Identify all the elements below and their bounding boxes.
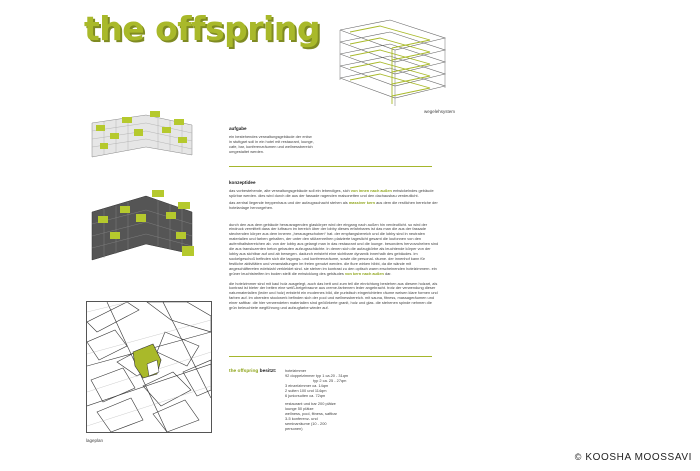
- section-konzeptidee: [229, 181, 439, 313]
- facts-line: restaurant und bar 200 plätze: [285, 401, 336, 407]
- facts-label-rest: besitzt:: [258, 369, 277, 374]
- body-text: aus dem die restlichen bereiche der hotelanlage hervorgehen.: [229, 199, 438, 210]
- body-text: dar.: [383, 270, 392, 276]
- aufgabe-line: umgestaltet werden.: [229, 148, 265, 154]
- site-plan-drawing: [87, 302, 211, 432]
- facts-line: lounge 50 plätze: [285, 406, 314, 412]
- konzept-paragraph: [229, 189, 439, 199]
- site-plan-caption: lageplan: [86, 438, 104, 443]
- copyright-symbol: ©: [574, 452, 582, 462]
- facts-line: typ 2 ca. 25 - 27qm: [285, 377, 347, 383]
- body-text: durch den aus dem gebäude herausragenden glaskörper wird der eingang nach außen hin verdeutlicht. so wird der eindruck vermittelt dass der luftraum im bereich über der lobby dieses erfahrbares ist das man die aus der fassade stechenden körper aus dem inneren „herausgeschoben“ hat. der empfangsbereich und die lobby sind in neutralen materialien und farben gehalten, der unter den stützenreihen platzierte tageslicht gesamt die loufonnen von den aufenthaltsbereichen ab. von der lobby aus gelangt man in das restaurant und die lounge. besonders hervorzuheben sind die aus transluzenten beton gebauten aufzugsschächte. in denen sich die aufzugkörbe als leuchtende körper von der lobby aus sichtbar auf und ab bewegen. dadurch entsteht eine sichtbare dynamik innerhalb des gebäudes. im sockelgeschoß befinden sich die tagungs- und konferenzräume, sowie die personal- räume. der innenhof kann für festliche aktivitäten und veranstaltungen im freien genutzt werden. die flure wirken hibbi, da die wände mit angeschäftereten edelstahl verkleidet sind. sie stehen im kontrast zu den optisch warm erscheinenden hotelzimmern. ein grüner leuchtstreifen im boden stellt die entwicklung des gebäudes: [229, 221, 439, 276]
- konzeptidee-heading: konzeptidee: [229, 180, 256, 185]
- konzept-paragraph: [229, 201, 439, 211]
- route-system-diagram: [330, 18, 455, 108]
- route-system-caption: wegelehsystem: [424, 109, 456, 114]
- building-render-bottom: [86, 184, 198, 268]
- body-text: das zentral liegende treppenhaus und der aufzugsschacht stehen als: [229, 199, 349, 205]
- facts-line: 92 doppelzimmer typ 1 ca.20 - 31qm: [285, 372, 349, 378]
- facts-line: wellness, pool, fitness, saftbar: [285, 411, 337, 417]
- page-title: the offspring: [84, 9, 320, 48]
- building-render-top: [86, 103, 198, 161]
- aufgabe-line: in stuttgart soll in ein hotel mit restaurant, lounge,: [229, 138, 314, 144]
- facts-line: 3 einzelzimmer ca. 14qm: [285, 382, 329, 388]
- facts-line: 2 suiten 100 und 114qm: [285, 387, 327, 393]
- body-text: das vorbestehende, alte verwaltungsgebäude soll ein lebendiges, sich: [229, 187, 351, 193]
- site-plan: [86, 301, 212, 433]
- highlight-text: von kern nach außen: [344, 270, 384, 276]
- aufgabe-line: ein bestehendes verwaltungsgebäude der enbw: [229, 133, 312, 139]
- facts-list: [285, 369, 375, 432]
- aufgabe-heading: aufgabe: [229, 126, 247, 131]
- body-text: die hotelzimmer sind mit kaul holz ausgelegt, auch das bett und zum teil die einrichtung bestehen aus diesem holzart, als kontrast ist bieter der beiten eine weiß-beigebraune aus creme-farbenem leder angebracht. trotz der verwendung dieser naturmaterialien (leder und holz) entsteht ein modernes bild, die puristisch eingerichteten räume weisen klare formen und farben auf. im obersten stockwerk befinden sich der pool und wellnessbereich. mit sauna, fitness, massageräumen und einer saftbar. die hier verwendeten materialien sind geölörkerte granit, holz und glas. die stehenen spinde nehmen die grün beleuchtete wegführung und aufzugfarbe wieder auf.: [229, 280, 438, 311]
- facts-line: 6 juniorsuiten ca. 72qm: [285, 392, 326, 398]
- aufgabe-line: cafe, bar, konferenzräumen und wellnessbereich: [229, 143, 313, 149]
- highlight-text: von innen nach außen: [350, 187, 392, 193]
- facts-label-project: the offspring: [229, 369, 259, 374]
- footer-credit: [575, 452, 692, 463]
- facts-label: [229, 369, 276, 374]
- divider: [229, 166, 432, 167]
- facts-line: 3-5 konferenz- und: [285, 416, 318, 422]
- body-text: entwickelndes gebäude spürbar werden. dies wird durch die aus der fassade ragenden maisonetten und den dachausbau verdeutlicht.: [229, 187, 434, 198]
- author-name: KOOSHA MOOSSAVI: [585, 452, 692, 463]
- facts-line: seminarräume (10 - 200: [285, 421, 327, 427]
- divider: [229, 356, 432, 357]
- highlight-text: massiver kern: [348, 199, 376, 205]
- konzept-paragraph: [229, 282, 439, 311]
- facts-line: personen): [285, 425, 303, 431]
- konzept-paragraph: [229, 223, 439, 277]
- section-aufgabe: [229, 127, 439, 155]
- facts-line: hotelzimmer: [285, 368, 307, 373]
